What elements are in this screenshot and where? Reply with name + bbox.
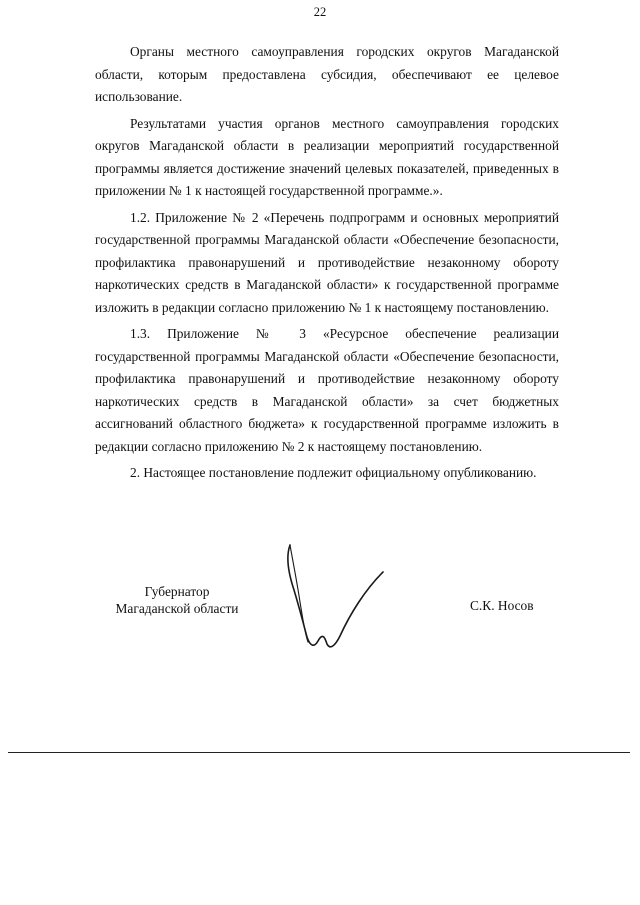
paragraph-subsidy-usage: Органы местного самоуправления городских округов Магаданской области, которым предоставлена субсидия, обеспечивают ее целевое использование. [95,44,559,104]
document-body [95,41,559,489]
paragraph-appendix-2: 1.2. Приложение № 2 «Перечень подпрограмм и основных мероприятий государственной программы Магаданской области «Обеспечение безопасности, профилактика правонарушений и противодействие незаконному обороту наркотических средств в Магаданской области» к государственной программе изложить в редакции согласно приложению № 1 к настоящему постановлению. [95,209,559,315]
paragraph-results: Результатами участия органов местного самоуправления городских округов Магаданской области в реализации мероприятий государственной программы является достижение значений целевых показателей, приведенных в приложении № 1 к настоящей государственной программе.». [95,115,559,198]
paragraph-publication: 2. Настоящее постановление подлежит официальному опубликованию. [130,465,537,480]
signatory-role [97,583,257,617]
signatory-name: С.К. Носов [470,598,534,613]
signatory-role-line2: Магаданской области [115,601,239,616]
footer-divider [8,752,630,753]
paragraph-appendix-3: 1.3. Приложение № 3 «Ресурсное обеспечение реализации государственной программы Магаданской области «Обеспечение безопасности, профилактика правонарушений и противодействие незаконному обороту наркотических средств в Магаданской области» за счет бюджетных ассигнований областного бюджета» к государственной программе изложить в редакции согласно приложению № 2 к настоящему постановлению. [95,326,559,454]
signature-block [0,540,640,660]
signatory-role-line1: Губернатор [144,584,210,599]
handwritten-signature [280,542,395,654]
page-number: 22 [313,5,327,19]
